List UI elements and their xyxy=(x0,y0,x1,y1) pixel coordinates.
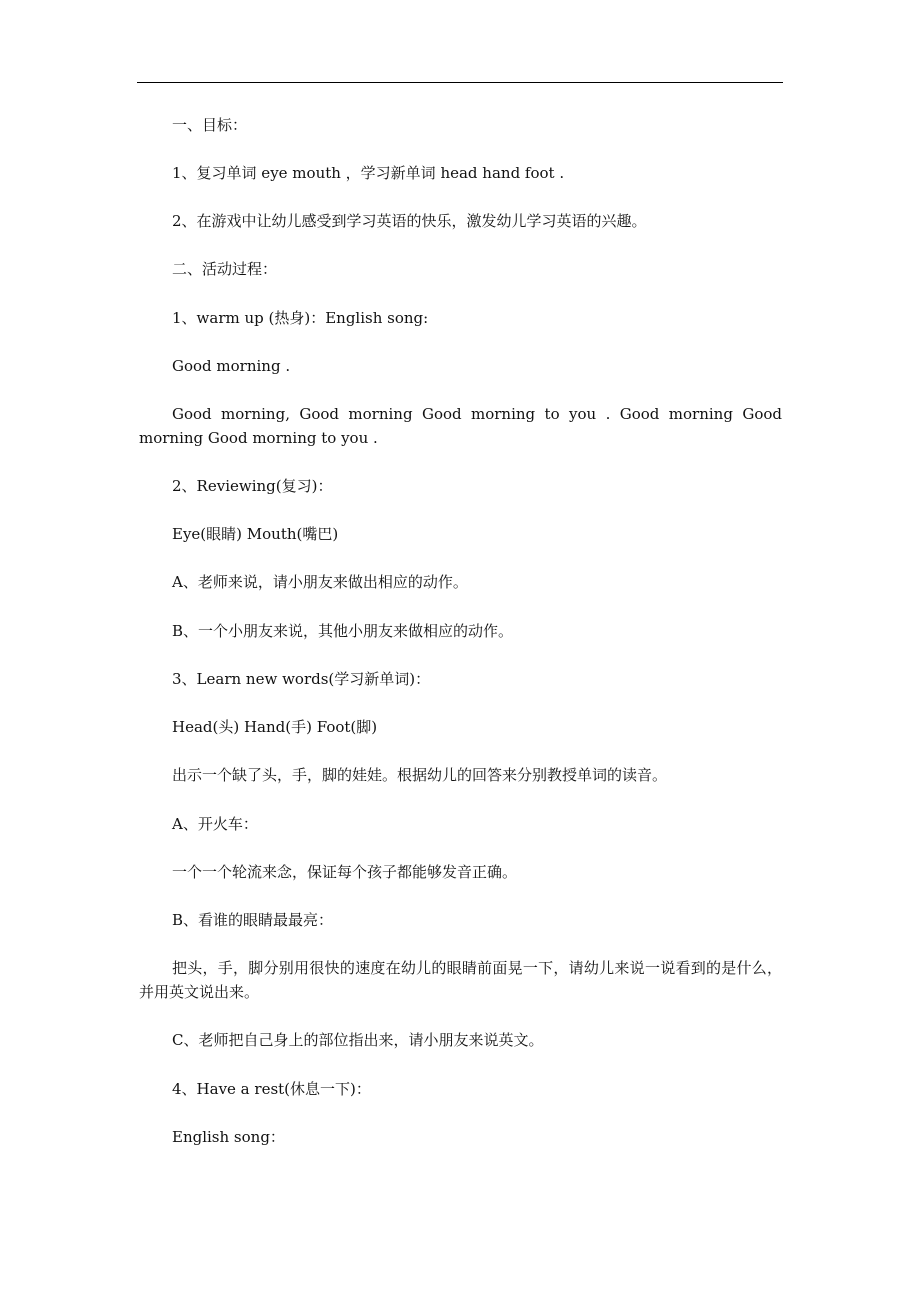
game-b-description: 把头，手，脚分别用很快的速度在幼儿的眼睛前面晃一下，请幼儿来说一说看到的是什么，并用英文说出来。 xyxy=(139,959,782,1001)
doll-activity: 出示一个缺了头，手，脚的娃娃。根据幼儿的回答来分别教授单词的读音。 xyxy=(172,766,668,784)
english-song-label: English song： xyxy=(172,1128,285,1146)
review-words: Eye(眼睛) Mouth(嘴巴) xyxy=(172,525,339,543)
game-b-heading: B、看谁的眼睛最最亮： xyxy=(172,911,334,929)
review-activity-a: A、老师来说，请小朋友来做出相应的动作。 xyxy=(172,573,468,591)
section-heading-process: 二、活动过程： xyxy=(172,260,278,278)
step-learn-new-words: 3、Learn new words(学习新单词)： xyxy=(172,670,431,688)
game-a-description: 一个一个轮流来念，保证每个孩子都能够发音正确。 xyxy=(172,863,518,881)
goal-item-2: 2、在游戏中让幼儿感受到学习英语的快乐，激发幼儿学习英语的兴趣。 xyxy=(172,212,647,230)
goal-item-1: 1、复习单词 eye mouth ，学习新单词 head hand foot . xyxy=(172,164,565,182)
step-reviewing: 2、Reviewing(复习)： xyxy=(172,477,333,495)
step-have-a-rest: 4、Have a rest(休息一下)： xyxy=(172,1080,371,1098)
game-c: C、老师把自己身上的部位指出来，请小朋友来说英文。 xyxy=(172,1031,544,1049)
step-warm-up: 1、warm up (热身)：English song: xyxy=(172,309,429,327)
game-a-heading: A、开火车： xyxy=(172,815,258,833)
new-words: Head(头) Hand(手) Foot(脚) xyxy=(172,718,378,736)
header-rule xyxy=(137,82,783,83)
review-activity-b: B、一个小朋友来说，其他小朋友来做相应的动作。 xyxy=(172,622,514,640)
song-title: Good morning . xyxy=(172,357,291,375)
song-lyrics: Good morning, Good morning Good morning to you . Good morning Good morning Good morning to you . xyxy=(139,405,782,447)
section-heading-goals: 一、目标： xyxy=(172,116,248,134)
